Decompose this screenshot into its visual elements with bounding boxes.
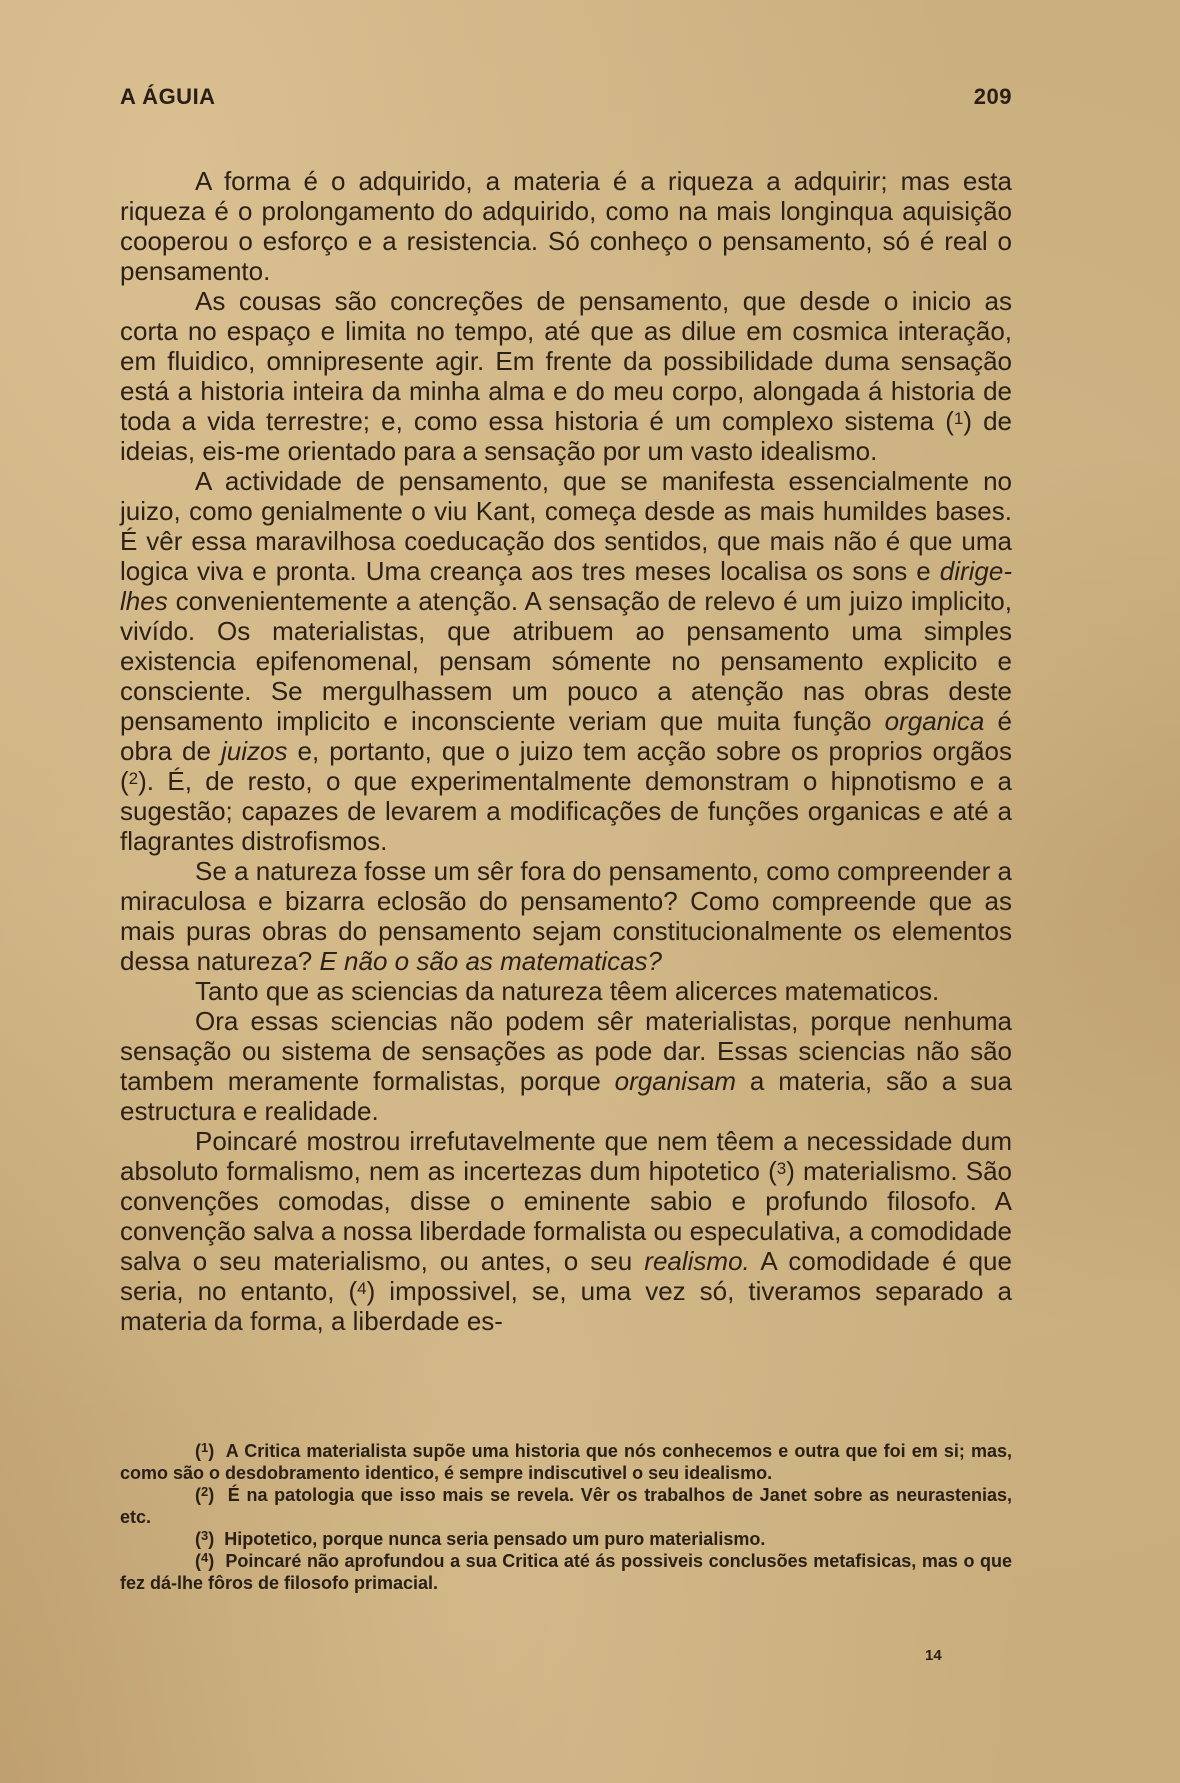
footnote: ($^1$) A Critica materialista supõe uma historia que nós conhecemos e outra que foi em si; mas, como são o desdobramento identico, é sempre indiscutivel o seu idealismo. bbox=[120, 1440, 1013, 1483]
paragraph bbox=[120, 286, 1012, 466]
text-run: Tanto que as sciencias da natureza têem alicerces matematicos. bbox=[195, 976, 940, 1006]
footnote-number: 4 bbox=[201, 1550, 209, 1565]
text-run: As cousas são concreções de pensamento, que desde o inicio as corta no espaço e limita no tempo, até que as dilue em cosmica interação, em fluidico, omnipresente agir. Em frente da possibilidade duma sensação está a historia inteira da minha alma e do meu corpo, alongada á historia de toda a vida terrestre; e, como essa historia é um complexo sistema ( bbox=[120, 286, 1012, 436]
paragraph bbox=[120, 976, 1012, 1006]
text-run: ) impossivel, se, uma vez só, tiveramos separado a materia da forma, a liberdade es- bbox=[120, 1276, 1012, 1336]
paragraph bbox=[120, 166, 1012, 286]
page-number: 209 bbox=[973, 84, 1012, 109]
text-run: ) materialismo. São convenções comodas, disse o eminente sabio e profundo filosofo. A convenção salva a nossa liberdade formalista ou especulativa, a comodidade salva o seu materialismo, ou antes, o seu bbox=[120, 1156, 1012, 1276]
text-run: Ora essas sciencias não podem sêr materialistas, porque nenhuma sensação ou sistema de sensações as pode dar. Essas sciencias não são tambem meramente formalistas, porque bbox=[120, 1006, 1012, 1096]
footnote-text: A Critica materialista supõe uma historia que nós conhecemos e outra que foi em si; mas, como são o desdobramento identico, é sempre indiscutivel o seu idealismo. bbox=[120, 1441, 1013, 1483]
footnote: ($^2$) É na patologia que isso mais se revela. Vêr os trabalhos de Janet sobre as neurastenias, etc. bbox=[120, 1484, 1012, 1527]
text-run: A comodidade é que seria, no entanto, ( bbox=[120, 1246, 1012, 1306]
footnote-ref: 1 bbox=[953, 409, 964, 428]
italic-run: dirige-lhes bbox=[120, 556, 1012, 616]
italic-run: E não o são as matematicas? bbox=[319, 946, 662, 976]
text-run: convenientemente a atenção. A sensação de relevo é um juizo implicito, vivído. Os materialistas, que atribuem ao pensamento uma simples existencia epifenomenal, pensam sómente no pensamento explicito e consciente. Se mergulhassem um pouco a atenção nas obras deste pensamento implicito e inconsciente veriam que muita função bbox=[120, 586, 1012, 736]
paragraph bbox=[120, 1006, 1012, 1126]
italic-run: organica bbox=[884, 706, 985, 736]
footnote-number: 2 bbox=[201, 1484, 209, 1499]
footnote-number: 3 bbox=[201, 1528, 209, 1543]
paragraph bbox=[120, 856, 1012, 976]
footnote-number: 1 bbox=[201, 1440, 209, 1455]
italic-run: juizos bbox=[221, 736, 288, 766]
footnote-text: É na patologia que isso mais se revela. Vêr os trabalhos de Janet sobre as neurastenias, etc. bbox=[120, 1485, 1012, 1527]
signature-mark: 14 bbox=[925, 1647, 942, 1664]
footnote-text: Hipotetico, porque nunca seria pensado um puro materialismo. bbox=[224, 1529, 766, 1549]
italic-run: realismo. bbox=[644, 1246, 750, 1276]
text-run: A actividade de pensamento, que se manifesta essencialmente no juizo, como genialmente o viu Kant, começa desde as mais humildes bases. É vêr essa maravilhosa coeducação dos sentidos, que mais não é que uma logica viva e pronta. Uma creança aos tres meses localisa os sons e bbox=[120, 466, 1012, 586]
footnote-ref: 3 bbox=[776, 1159, 787, 1178]
text-run: Poincaré mostrou irrefutavelmente que nem têem a necessidade dum absoluto formalismo, nem as incertezas dum hipotetico ( bbox=[120, 1126, 1012, 1186]
text-run: e, portanto, que o juizo tem acção sobre os proprios orgãos ( bbox=[120, 736, 1012, 796]
paragraph bbox=[120, 1126, 1012, 1336]
footnote: ($^3$) Hipotetico, porque nunca seria pensado um puro materialismo. bbox=[195, 1528, 766, 1549]
text-run: ) de ideias, eis-me orientado para a sensação por um vasto idealismo. bbox=[120, 406, 1012, 466]
footnote-ref: 4 bbox=[357, 1279, 367, 1298]
text-run: ). É, de resto, o que experimentalmente demonstram o hipnotismo e a sugestão; capazes de levarem a modificações de funções organicas e até a flagrantes distrofismos. bbox=[120, 766, 1012, 856]
body-text bbox=[120, 166, 1012, 1336]
footnote-ref: 2 bbox=[128, 769, 139, 788]
footnotes bbox=[120, 1440, 1012, 1594]
running-header bbox=[120, 84, 1012, 116]
text-run: Se a natureza fosse um sêr fora do pensamento, como compreender a miraculosa e bizarra eclosão do pensamento? Como compreende que as mais puras obras do pensamento sejam constitucionalmente os elementos dessa natureza? bbox=[120, 856, 1012, 976]
italic-run: organisam bbox=[614, 1066, 737, 1096]
text-run: é obra de bbox=[120, 706, 1012, 766]
text-run: a materia, são a sua estructura e realidade. bbox=[120, 1066, 1012, 1126]
text-run: A forma é o adquirido, a materia é a riqueza a adquirir; mas esta riqueza é o prolongamento do adquirido, como na mais longinqua aquisição cooperou o esforço e a resistencia. Só conheço o pensamento, só é real o pensamento. bbox=[120, 166, 1012, 286]
journal-title: A ÁGUIA bbox=[120, 84, 216, 109]
footnote: ($^4$) Poincaré não aprofundou a sua Critica até ás possiveis conclusões metafisicas, mas o que fez dá-lhe fôros de filosofo primacial. bbox=[120, 1550, 1013, 1593]
paragraph bbox=[120, 466, 1012, 856]
footnote-text: Poincaré não aprofundou a sua Critica até ás possiveis conclusões metafisicas, mas o que fez dá-lhe fôros de filosofo primacial. bbox=[120, 1551, 1013, 1593]
